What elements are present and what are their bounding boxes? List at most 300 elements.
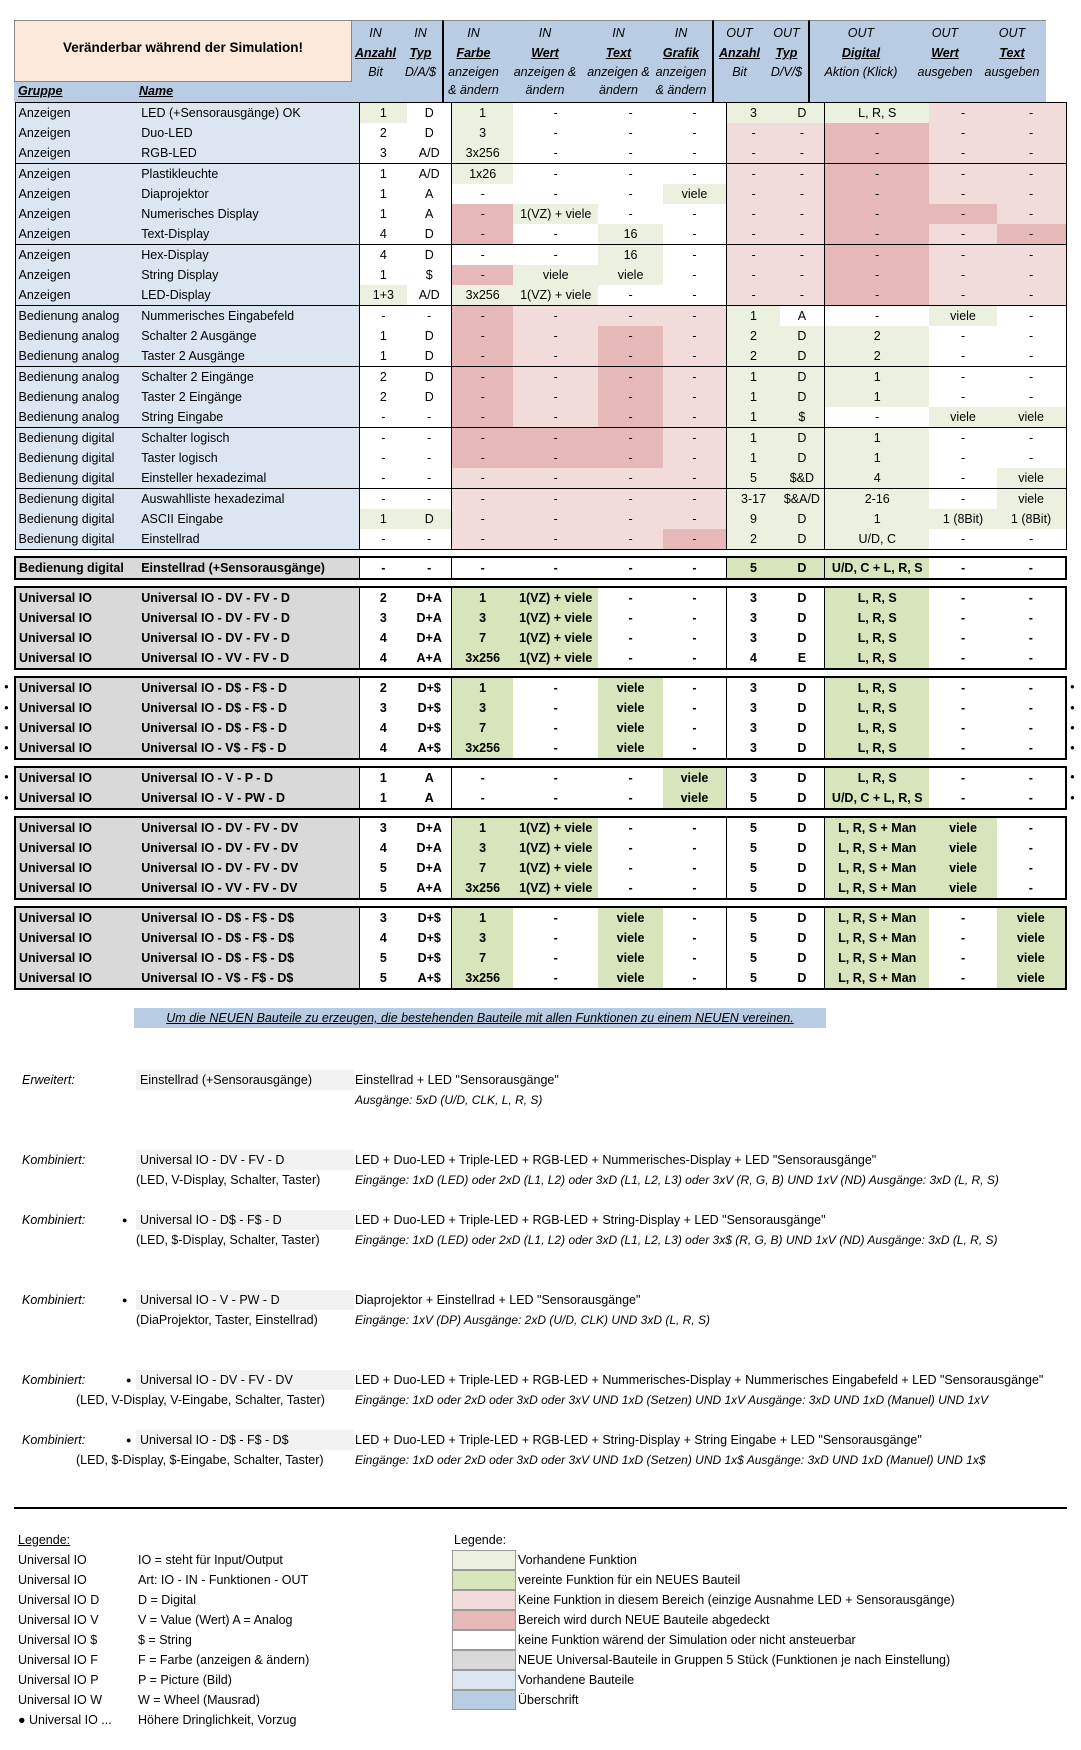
value-cell: - — [997, 123, 1066, 143]
value-cell: - — [598, 557, 662, 579]
value-cell: D — [780, 346, 825, 367]
legend-swatch — [452, 1670, 516, 1690]
value-cell: 2-16 — [825, 489, 930, 510]
value-cell: - — [663, 738, 727, 759]
value-cell: D — [407, 367, 452, 388]
name-cell: Universal IO - DV - FV - DV — [138, 858, 359, 878]
value-cell: 1 — [825, 367, 930, 388]
value-cell: - — [452, 468, 513, 489]
value-cell: - — [513, 367, 599, 388]
priority-bullet: ● — [4, 743, 9, 752]
table-row — [15, 306, 1066, 327]
note-label: Kombiniert: — [22, 1433, 86, 1447]
table-gap — [15, 669, 1066, 677]
value-cell: - — [513, 767, 599, 788]
name-cell: LED (+Sensorausgänge) OK — [138, 103, 359, 124]
column-name: Anzahl — [719, 46, 760, 60]
note-formula: LED + Duo-LED + Triple-LED + RGB-LED + String-Display + String Eingabe + LED "Sensorausgänge" — [355, 1433, 922, 1447]
value-cell: - — [997, 878, 1066, 899]
value-cell: - — [663, 265, 727, 285]
legend-definition: P = Picture (Bild) — [138, 1673, 232, 1687]
name-cell: Universal IO - V - PW - D — [138, 788, 359, 809]
value-cell: L, R, S — [825, 738, 930, 759]
value-cell: 1 — [727, 407, 780, 428]
group-cell: Bedienung digital — [15, 529, 138, 550]
name-cell: Universal IO - V$ - F$ - D — [138, 738, 359, 759]
value-cell: 4 — [359, 838, 407, 858]
value-cell: - — [452, 245, 513, 266]
value-cell: - — [997, 858, 1066, 878]
value-cell: - — [929, 557, 996, 579]
value-cell: 5 — [727, 968, 780, 989]
value-cell: $&D — [780, 468, 825, 489]
value-cell: 5 — [727, 858, 780, 878]
value-cell: - — [997, 265, 1066, 285]
value-cell: 1(VZ) + viele — [513, 608, 599, 628]
instruction-note: Um die NEUEN Bauteile zu erzeugen, die bestehenden Bauteile mit allen Funktionen zu einem NEUEN vereinen. — [134, 1008, 826, 1028]
value-cell: - — [598, 817, 662, 838]
value-cell: 1 — [359, 346, 407, 367]
value-cell: - — [825, 306, 930, 327]
value-cell: - — [513, 677, 599, 698]
value-cell: 5 — [727, 838, 780, 858]
column-name: Grafik — [662, 46, 700, 60]
gap-cell — [15, 669, 1066, 677]
value-cell: - — [929, 346, 996, 367]
value-cell: - — [997, 204, 1066, 224]
table-row — [15, 346, 1066, 367]
value-cell: 5 — [727, 817, 780, 838]
value-cell: - — [663, 928, 727, 948]
value-cell: 1 — [825, 509, 930, 529]
note-component-name: Universal IO - V - PW - D — [136, 1290, 354, 1310]
priority-bullet: ● — [4, 703, 9, 712]
legend-term: Universal IO $ — [18, 1633, 98, 1647]
column-name: Digital — [841, 46, 881, 60]
note-label: Kombiniert: — [22, 1153, 86, 1167]
value-cell: - — [780, 143, 825, 164]
value-cell: - — [513, 529, 599, 550]
column-header-6 — [650, 20, 713, 102]
value-cell: 5 — [359, 968, 407, 989]
value-cell: - — [663, 164, 727, 185]
value-cell: - — [997, 387, 1066, 407]
name-cell: Universal IO - D$ - F$ - D — [138, 677, 359, 698]
value-cell: - — [929, 587, 996, 608]
value-cell: viele — [929, 858, 996, 878]
group-cell: Bedienung analog — [15, 346, 138, 367]
value-cell: 3-17 — [727, 489, 780, 510]
table-row — [15, 224, 1066, 245]
value-cell: 1(VZ) + viele — [513, 817, 599, 838]
table-row — [15, 164, 1066, 185]
value-cell: 1(VZ) + viele — [513, 838, 599, 858]
value-cell: - — [513, 788, 599, 809]
legend-swatch — [452, 1630, 516, 1650]
legend-definition: Vorhandene Bauteile — [518, 1673, 635, 1687]
table-row — [15, 326, 1066, 346]
name-cell: Plastikleuchte — [138, 164, 359, 185]
value-cell: - — [452, 224, 513, 245]
column-header-4 — [503, 20, 587, 102]
priority-bullet: ● — [1070, 772, 1075, 781]
value-cell: - — [825, 245, 930, 266]
column-name: Typ — [775, 46, 798, 60]
value-cell: 1 (8Bit) — [997, 509, 1066, 529]
value-cell: A — [407, 184, 452, 204]
value-cell: - — [513, 123, 599, 143]
value-cell: D+A — [407, 838, 452, 858]
note-component-desc: (LED, $-Display, Schalter, Taster) — [136, 1233, 320, 1247]
group-cell: Anzeigen — [15, 265, 138, 285]
table-row — [15, 529, 1066, 550]
table-row — [15, 204, 1066, 224]
value-cell: - — [359, 306, 407, 327]
name-cell: Duo-LED — [138, 123, 359, 143]
value-cell: 2 — [727, 346, 780, 367]
name-cell: Numerisches Display — [138, 204, 359, 224]
value-cell: - — [780, 265, 825, 285]
value-cell: - — [727, 245, 780, 266]
name-cell: Universal IO - VV - FV - D — [138, 648, 359, 669]
group-cell: Universal IO — [15, 948, 138, 968]
table-gap — [15, 579, 1066, 587]
value-cell: - — [407, 448, 452, 468]
group-cell: Bedienung digital — [15, 448, 138, 468]
function-table — [14, 102, 1067, 990]
value-cell: 3 — [359, 907, 407, 928]
value-cell: 3 — [727, 677, 780, 698]
value-cell: 2 — [359, 677, 407, 698]
legend-definition: D = Digital — [138, 1593, 197, 1607]
value-cell: 1+3 — [359, 285, 407, 306]
value-cell: - — [997, 698, 1066, 718]
priority-bullet: ● — [1070, 743, 1075, 752]
column-sub: anzeigen & ändern — [655, 65, 707, 97]
table-row — [15, 407, 1066, 428]
value-cell: - — [997, 367, 1066, 388]
value-cell: - — [513, 928, 599, 948]
name-cell: Universal IO - DV - FV - DV — [138, 838, 359, 858]
value-cell: - — [598, 529, 662, 550]
group-cell: Bedienung digital — [15, 428, 138, 449]
value-cell: - — [407, 407, 452, 428]
column-name: Farbe — [456, 46, 491, 60]
value-cell: D+$ — [407, 928, 452, 948]
value-cell: - — [929, 718, 996, 738]
table-row — [15, 265, 1066, 285]
value-cell: - — [513, 428, 599, 449]
value-cell: - — [997, 428, 1066, 449]
legend-definition: IO = steht für Input/Output — [138, 1553, 283, 1567]
value-cell: 1 — [452, 103, 513, 124]
value-cell: viele — [598, 698, 662, 718]
value-cell: - — [513, 698, 599, 718]
group-cell: Universal IO — [15, 648, 138, 669]
group-cell: Universal IO — [15, 907, 138, 928]
value-cell: - — [929, 468, 996, 489]
value-cell: - — [929, 628, 996, 648]
value-cell: 3x256 — [452, 648, 513, 669]
value-cell: - — [825, 285, 930, 306]
legend-swatch — [452, 1590, 516, 1610]
value-cell: - — [663, 245, 727, 266]
name-cell: Universal IO - D$ - F$ - D — [138, 718, 359, 738]
value-cell: viele — [663, 767, 727, 788]
name-cell: Taster 2 Ausgänge — [138, 346, 359, 367]
value-cell: - — [997, 838, 1066, 858]
table-row — [15, 468, 1066, 489]
value-cell: - — [663, 557, 727, 579]
name-cell: Diaprojektor — [138, 184, 359, 204]
value-cell: viele — [929, 306, 996, 327]
value-cell: - — [929, 788, 996, 809]
table-row — [15, 738, 1066, 759]
value-cell: D — [780, 788, 825, 809]
value-cell: L, R, S + Man — [825, 838, 930, 858]
group-cell: Anzeigen — [15, 103, 138, 124]
table-row — [15, 387, 1066, 407]
value-cell: 7 — [452, 718, 513, 738]
value-cell: - — [929, 448, 996, 468]
value-cell: 1 (8Bit) — [929, 509, 996, 529]
note-formula: LED + Duo-LED + Triple-LED + RGB-LED + Nummerisches-Display + Nummerisches Eingabefeld + LED "Sensorausgänge" — [355, 1373, 1044, 1387]
column-header-10 — [912, 20, 978, 102]
name-cell: Einsteller hexadezimal — [138, 468, 359, 489]
table-row — [15, 367, 1066, 388]
column-sub: anzeigen & ändern — [448, 65, 499, 97]
column-io: IN — [369, 26, 382, 40]
table-gap — [15, 809, 1066, 817]
value-cell: - — [663, 677, 727, 698]
value-cell: - — [997, 587, 1066, 608]
value-cell: 3 — [452, 838, 513, 858]
value-cell: - — [663, 838, 727, 858]
value-cell: - — [663, 648, 727, 669]
value-cell: viele — [598, 928, 662, 948]
value-cell: A/D — [407, 164, 452, 185]
value-cell: 1 — [727, 448, 780, 468]
note-io-detail: Eingänge: 1xV (DP) Ausgänge: 2xD (U/D, CLK) UND 3xD (L, R, S) — [355, 1313, 711, 1327]
table-row — [15, 858, 1066, 878]
group-cell: Anzeigen — [15, 184, 138, 204]
value-cell: - — [663, 968, 727, 989]
value-cell: - — [452, 509, 513, 529]
value-cell: 2 — [825, 326, 930, 346]
value-cell: 4 — [359, 628, 407, 648]
value-cell: viele — [997, 907, 1066, 928]
name-cell: Universal IO - D$ - F$ - D — [138, 698, 359, 718]
value-cell: viele — [929, 407, 996, 428]
value-cell: 1 — [727, 387, 780, 407]
value-cell: 3 — [727, 587, 780, 608]
value-cell: D+$ — [407, 698, 452, 718]
table-row — [15, 557, 1066, 579]
name-cell: Einstellrad — [138, 529, 359, 550]
value-cell: - — [359, 468, 407, 489]
value-cell: 3 — [359, 608, 407, 628]
value-cell: D — [780, 103, 825, 124]
value-cell: - — [359, 428, 407, 449]
value-cell: - — [663, 306, 727, 327]
value-cell: L, R, S + Man — [825, 817, 930, 838]
value-cell: L, R, S + Man — [825, 948, 930, 968]
value-cell: - — [407, 557, 452, 579]
value-cell: - — [929, 265, 996, 285]
value-cell: A — [780, 306, 825, 327]
value-cell: U/D, C + L, R, S — [825, 557, 930, 579]
value-cell: D — [780, 677, 825, 698]
value-cell: viele — [997, 968, 1066, 989]
table-row — [15, 878, 1066, 899]
group-cell: Bedienung digital — [15, 509, 138, 529]
value-cell: - — [825, 224, 930, 245]
value-cell: D — [780, 907, 825, 928]
column-name: Text — [999, 46, 1025, 60]
value-cell: D — [780, 838, 825, 858]
value-cell: 5 — [359, 878, 407, 899]
value-cell: - — [997, 448, 1066, 468]
table-row — [15, 817, 1066, 838]
value-cell: - — [513, 468, 599, 489]
legend-definition: NEUE Universal-Bauteile in Gruppen 5 Stück (Funktionen je nach Einstellung) — [518, 1653, 951, 1667]
value-cell: viele — [663, 788, 727, 809]
priority-bullet: ● — [4, 682, 9, 691]
value-cell: - — [929, 428, 996, 449]
value-cell: - — [825, 184, 930, 204]
note-component-name: Universal IO - D$ - F$ - D — [136, 1210, 354, 1230]
value-cell: 1(VZ) + viele — [513, 204, 599, 224]
group-cell: Universal IO — [15, 767, 138, 788]
value-cell: - — [663, 489, 727, 510]
value-cell: L, R, S — [825, 718, 930, 738]
value-cell: - — [452, 489, 513, 510]
value-cell: - — [513, 306, 599, 327]
value-cell: 4 — [359, 718, 407, 738]
value-cell: 16 — [598, 224, 662, 245]
table-row — [15, 948, 1066, 968]
value-cell: - — [663, 367, 727, 388]
value-cell: - — [452, 326, 513, 346]
value-cell: - — [727, 224, 780, 245]
group-cell: Bedienung digital — [15, 468, 138, 489]
note-component-desc: (LED, $-Display, $-Eingabe, Schalter, Taster) — [76, 1453, 324, 1467]
group-cell: Universal IO — [15, 587, 138, 608]
legend-term: ● Universal IO ... — [18, 1713, 112, 1727]
value-cell: viele — [598, 738, 662, 759]
value-cell: 1 — [452, 677, 513, 698]
note-component-name: Universal IO - DV - FV - D — [136, 1150, 354, 1170]
value-cell: - — [663, 143, 727, 164]
value-cell: - — [929, 326, 996, 346]
value-cell: viele — [997, 468, 1066, 489]
value-cell: - — [513, 509, 599, 529]
value-cell: - — [598, 407, 662, 428]
column-header-3 — [443, 20, 503, 102]
value-cell: 3 — [359, 143, 407, 164]
value-cell: - — [598, 587, 662, 608]
value-cell: 3 — [452, 928, 513, 948]
value-cell: - — [598, 428, 662, 449]
value-cell: D — [780, 817, 825, 838]
group-cell: Anzeigen — [15, 164, 138, 185]
table-row — [15, 788, 1066, 809]
column-header-9 — [809, 20, 912, 102]
value-cell: D+A — [407, 817, 452, 838]
table-row — [15, 928, 1066, 948]
value-cell: - — [452, 346, 513, 367]
value-cell: - — [407, 428, 452, 449]
value-cell: - — [997, 285, 1066, 306]
value-cell: 4 — [359, 648, 407, 669]
value-cell: D — [780, 557, 825, 579]
legend-definition: Höhere Dringlichkeit, Vorzug — [138, 1713, 297, 1727]
value-cell: - — [825, 164, 930, 185]
group-cell: Universal IO — [15, 838, 138, 858]
value-cell: D — [407, 224, 452, 245]
table-gap — [15, 550, 1066, 558]
legend-term: Universal IO — [18, 1573, 87, 1587]
value-cell: 2 — [359, 587, 407, 608]
column-sub: Aktion (Klick) — [824, 65, 898, 79]
legend-definition: Bereich wird durch NEUE Bauteile abgedeckt — [518, 1613, 770, 1627]
name-cell: LED-Display — [138, 285, 359, 306]
value-cell: - — [598, 285, 662, 306]
value-cell: - — [359, 489, 407, 510]
value-cell: 1(VZ) + viele — [513, 628, 599, 648]
value-cell: - — [452, 184, 513, 204]
value-cell: - — [780, 285, 825, 306]
value-cell: D — [407, 509, 452, 529]
value-cell: - — [598, 767, 662, 788]
value-cell: - — [452, 557, 513, 579]
column-sub: Bit — [732, 65, 747, 79]
value-cell: - — [929, 184, 996, 204]
value-cell: - — [997, 346, 1066, 367]
table-row — [15, 718, 1066, 738]
value-cell: 1(VZ) + viele — [513, 587, 599, 608]
value-cell: viele — [598, 677, 662, 698]
column-name: Typ — [409, 46, 432, 60]
group-cell: Universal IO — [15, 698, 138, 718]
value-cell: - — [727, 123, 780, 143]
value-cell: 2 — [727, 326, 780, 346]
value-cell: 1 — [727, 306, 780, 327]
table-gap — [15, 899, 1066, 907]
value-cell: 1 — [359, 103, 407, 124]
value-cell: - — [452, 407, 513, 428]
value-cell: 2 — [359, 387, 407, 407]
value-cell: U/D, C + L, R, S — [825, 788, 930, 809]
legend-definition: W = Wheel (Mausrad) — [138, 1693, 260, 1707]
priority-bullet: ● — [4, 772, 9, 781]
value-cell: L, R, S + Man — [825, 907, 930, 928]
table-row — [15, 677, 1066, 698]
column-name: Anzahl — [355, 46, 396, 60]
column-io: IN — [674, 26, 688, 40]
table-row — [15, 489, 1066, 510]
legend-definition: Keine Funktion in diesem Bereich (einzige Ausnahme LED + Sensorausgänge) — [518, 1593, 955, 1607]
column-name: Wert — [931, 46, 959, 60]
value-cell: D — [780, 698, 825, 718]
value-cell: - — [598, 489, 662, 510]
value-cell: D — [780, 968, 825, 989]
value-cell: - — [663, 907, 727, 928]
value-cell: - — [997, 143, 1066, 164]
value-cell: 5 — [727, 928, 780, 948]
value-cell: - — [997, 184, 1066, 204]
value-cell: - — [513, 326, 599, 346]
